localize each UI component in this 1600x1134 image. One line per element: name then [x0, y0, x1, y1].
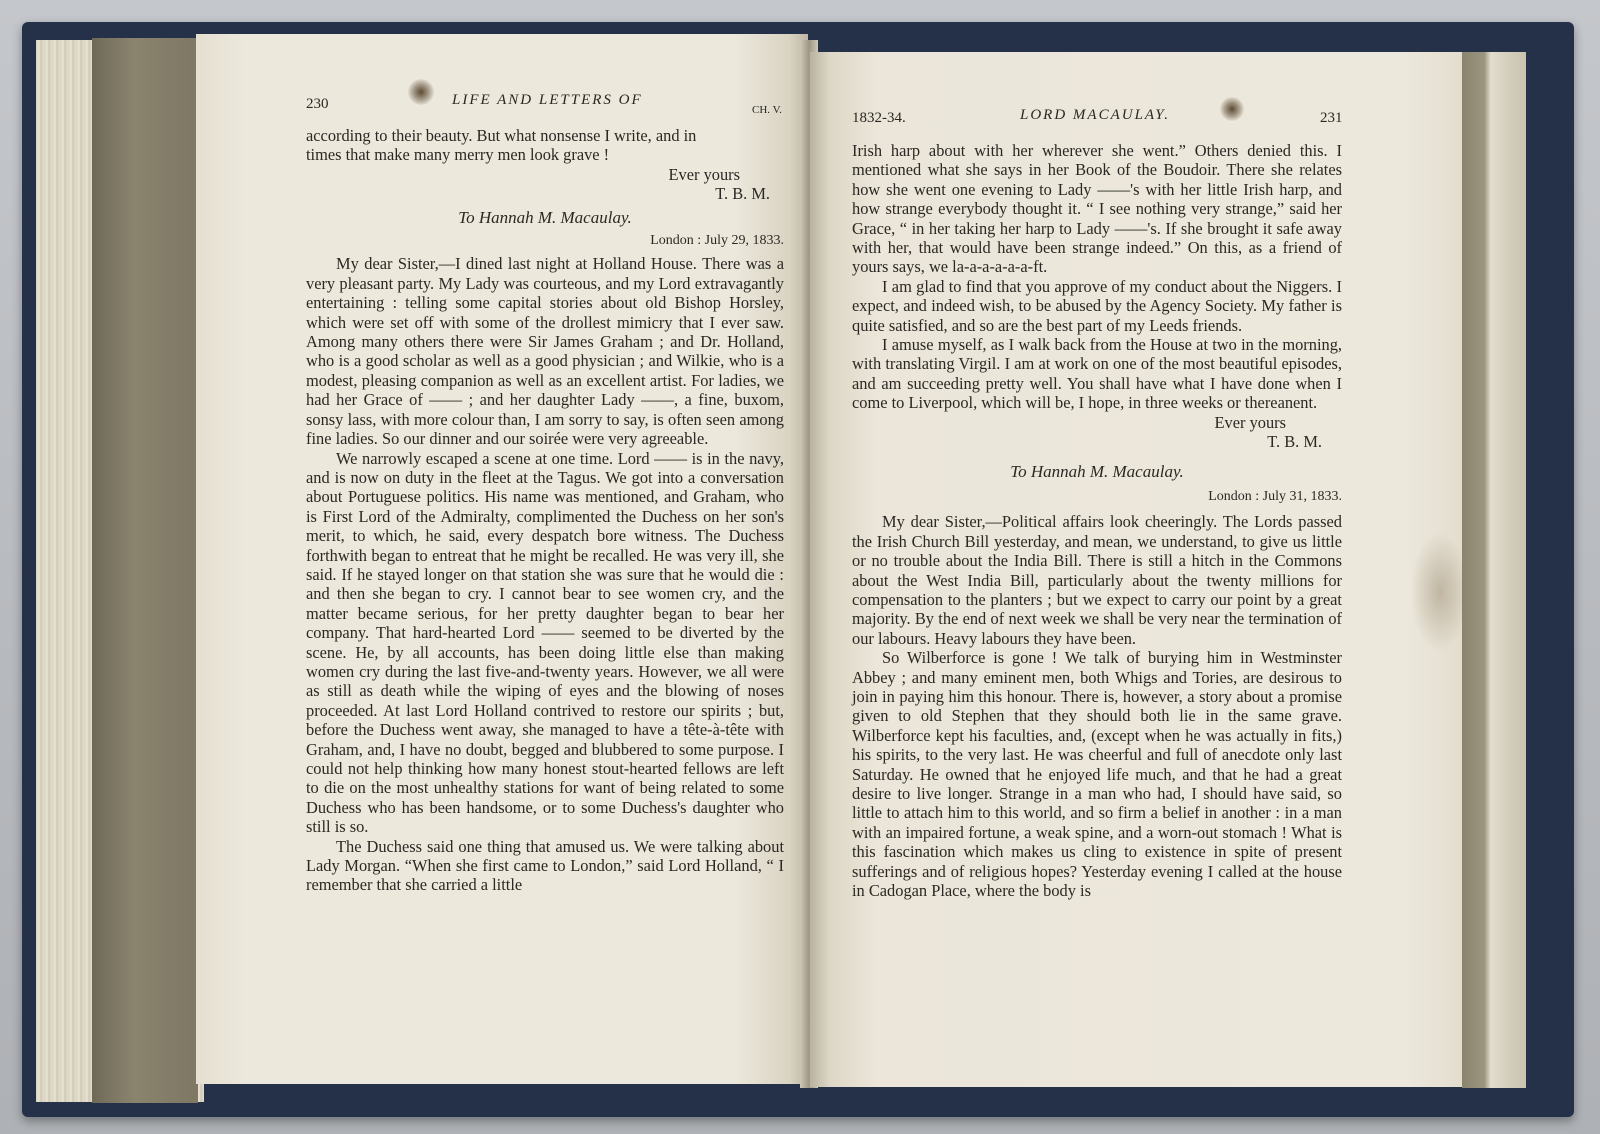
- letter-addressee: To Hannah M. Macaulay.: [458, 207, 632, 227]
- foxing-stain: [408, 79, 434, 105]
- signature: T. B. M.: [715, 184, 770, 204]
- right-page-number: 231: [1320, 110, 1343, 126]
- dateline: London : July 29, 1833.: [650, 233, 784, 249]
- text-line: according to their beauty. But what nonsense I write, and in: [306, 126, 697, 145]
- right-running-head: LORD MACAULAY.: [1020, 107, 1170, 123]
- letter-addressee: To Hannah M. Macaulay.: [1010, 461, 1184, 481]
- right-page-stack: [1462, 52, 1526, 1088]
- closing: Ever yours: [1214, 412, 1286, 432]
- signature: T. B. M.: [1267, 432, 1322, 452]
- paragraph: I am glad to find that you approve of my conduct about the Niggers. I expect, and indeed wish, to be abused by the Agency Society. My father is quite satisfied, and so are the best part of my Leeds friends.: [852, 276, 1342, 335]
- dateline: London : July 31, 1833.: [1208, 488, 1342, 504]
- paragraph: My dear Sister,—Political affairs look cheeringly. The Lords passed the Irish Church Bill yesterday, and mean, we understand, to give us little or no trouble about the India Bill. There is still a hitch in the Commons about the West India Bill, particularly about the twenty millions for compensation to the planters ; but we expect to carry our point by a great majority. By the end of next week we shall be very near the termination of our labours. Heavy labours they have been.: [852, 512, 1342, 648]
- closing: Ever yours: [668, 164, 740, 184]
- left-page: [196, 34, 808, 1084]
- paragraph: The Duchess said one thing that amused us. We were talking about Lady Morgan. “When she first came to London,” said Lord Holland, “ I remember that she carried a little: [306, 836, 784, 895]
- paragraph: Irish harp about with her wherever she went.” Others denied this. I mentioned what she says in her Book of the Boudoir. There she relates how she went one evening to Lady ——'s with her little Irish harp, and how strange everybody thought it. “ I see nothing very strange,” said her Grace, “ in her taking her harp to Lady ——'s. If she brought it safe away with her, that would have been strange indeed.” On this, as a friend of yours says, we la-a-a-a-a-a-ft.: [852, 141, 1342, 277]
- paragraph: So Wilberforce is gone ! We talk of burying him in Westminster Abbey ; and many eminent men, both Whigs and Tories, are desirous to join in paying him this honour. There is, however, a story about a promise given to old Stephen that they should both lie in the same grave. Wilberforce kept his faculties, and, (except when he was actually in fits,) his spirits, to the very last. He was cheerful and full of anecdote only last Saturday. He owned that he enjoyed life much, and that he had a great desire to live longer. Strange in a man who had, I should have said, so little to attach him to this world, and so firm a belief in another : in a man with an impaired fortune, a weak spine, and a worn-out stomach ! What is this fascination which makes us cling to existence in spite of present sufferings and of religious hopes? Yesterday evening I called at the house in Cadogan Place, where the body is: [852, 648, 1342, 901]
- years-header: 1832-34.: [852, 110, 906, 126]
- paragraph: We narrowly escaped a scene at one time. Lord —— is in the navy, and is now on duty in the fleet at the Tagus. We got into a conversation about Portuguese politics. His name was mentioned, and Graham, who is First Lord of the Admiralty, complimented the Duchess on her son's merit, to which, he said, every despatch bore witness. The Duchess forthwith began to entreat that he might be recalled. He was very ill, she said. If he stayed longer on that station she was sure that he would die : and then she began to cry. I cannot bear to see women cry, and the matter became serious, for her pretty daughter began to bear her company. That hard-hearted Lord —— seemed to be diverted by the scene. He, by all accounts, has been doing little else than making women cry during the last five-and-twenty years. However, we all were as still as death while the wiping of eyes and the blowing of noses proceeded. At last Lord Holland contrived to restore our spirits ; but, before the Duchess went away, she managed to have a tête-à-tête with Graham, and, I have no doubt, begged and blubbered to some purpose. I could not help thinking how many honest stout-hearted fellows are left to die on the most unhealthy stations for want of being related to some Duchess who has been handsome, or to some Duchess's daughter who still is so.: [306, 448, 784, 837]
- text-line: times that make many merry men look grave !: [306, 145, 610, 165]
- foxing-stain: [1220, 97, 1244, 121]
- left-text-column: [306, 126, 784, 895]
- left-page-number: 230: [306, 96, 329, 112]
- left-page-edges: [92, 38, 198, 1103]
- left-running-head: LIFE AND LETTERS OF: [452, 92, 643, 108]
- paragraph: My dear Sister,—I dined last night at Holland House. There was a very pleasant party. My Lady was courteous, and my Lord extravagantly entertaining : telling some capital stories about old Bishop Horsley, which were set off with some of the drollest mimicry that I ever saw. Among many others there were Sir James Graham ; and Dr. Holland, who is a good scholar as well as a good physician ; and Wilkie, who is a modest, pleasing companion as well as an excellent artist. For ladies, we had her Grace of —— ; and her daughter Lady ——, a fine, buxom, sonsy lass, with more colour than, I am sorry to say, is often seen among fine ladies. So our dinner and our soirée were very agreeable.: [306, 254, 784, 449]
- right-text-column: [852, 141, 1342, 900]
- water-stain: [1410, 532, 1470, 652]
- right-page: [810, 52, 1470, 1087]
- paragraph: I amuse myself, as I walk back from the House at two in the morning, with translating Virgil. I am at work on one of the most beautiful episodes, and am succeeding pretty well. You shall have what I have done when I come to Liverpool, which will be, I hope, in three weeks or thereanent.: [852, 335, 1342, 413]
- chapter-marker: CH. V.: [752, 104, 782, 116]
